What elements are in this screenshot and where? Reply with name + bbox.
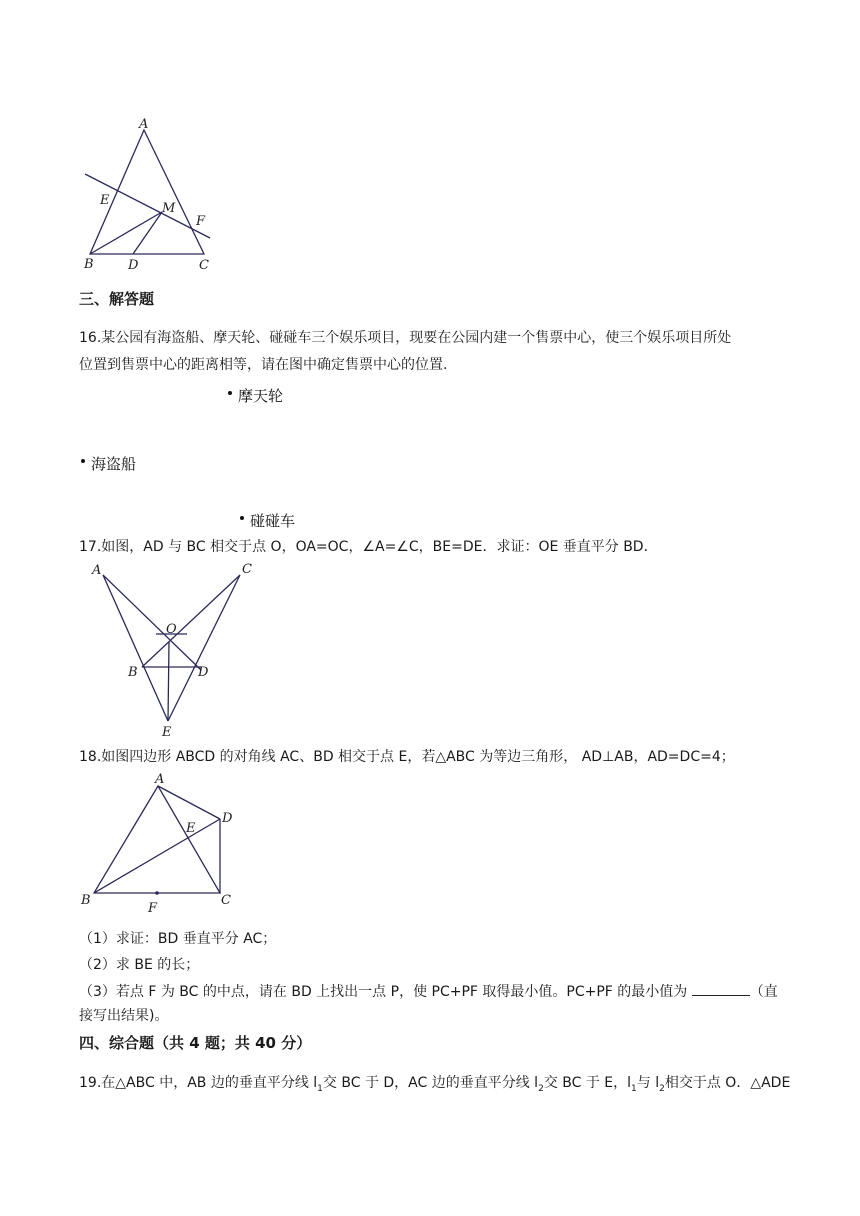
segment-oe xyxy=(168,642,169,721)
q18-sub2: （2）求 BE 的长； xyxy=(79,957,200,973)
section-heading-3: 三、解答题 xyxy=(79,290,155,308)
label-d: D xyxy=(128,258,139,273)
label-b: B xyxy=(128,665,138,680)
q16-line1: 16.某公园有海盗船、摩天轮、碰碰车三个娱乐项目，现要在公园内建一个售票中心，使三个娱乐项目所处 xyxy=(79,330,732,346)
q18-sub1: （1）求证：BD 垂直平分 AC； xyxy=(79,931,277,947)
label-f: F xyxy=(196,214,206,229)
label-a: A xyxy=(139,117,149,132)
label-c: C xyxy=(221,893,231,908)
label-c: C xyxy=(199,258,209,273)
figure-q15 xyxy=(78,112,228,274)
q18-text: 18.如图四边形 ABCD 的对角线 AC、BD 相交于点 E，若△ABC 为等边三角形， AD⊥AB，AD=DC=4； xyxy=(79,749,735,765)
label-a: A xyxy=(155,772,165,787)
map-point-pirate: 海盗船 xyxy=(81,453,136,474)
q19-text: 19.在△ABC 中，AB 边的垂直平分线 $l_1$交 BC 于 D，AC 边的垂直平分线 $l_2$交 BC 于 E，$l_1$与 $l_2$相交于点 O．△ADE xyxy=(79,1075,791,1094)
segment-bm xyxy=(90,212,162,254)
label-d: D xyxy=(198,665,209,680)
q18-sub3: （3）若点 F 为 BC 的中点，请在 BD 上找出一点 P，使 PC+PF 取得最小值。PC+PF 的最小值为 （直 xyxy=(79,981,778,1002)
label-e: E xyxy=(186,821,196,836)
label-e: E xyxy=(162,725,172,740)
label-o: O xyxy=(166,622,177,637)
point-dot-icon xyxy=(228,391,232,395)
q16-line2: 位置到售票中心的距离相等，请在图中确定售票中心的位置. xyxy=(79,357,448,373)
label-b: B xyxy=(81,893,91,908)
figure-q18 xyxy=(78,770,253,916)
map-point-ferris: 摩天轮 xyxy=(228,385,283,406)
segment-cb xyxy=(142,575,240,667)
q17-text: 17.如图，AD 与 BC 相交于点 O，OA=OC，∠A=∠C，BE=DE．求证：OE 垂直平分 BD． xyxy=(79,539,658,555)
figure-q17 xyxy=(86,558,266,742)
label-b: B xyxy=(84,257,94,272)
label-e: E xyxy=(100,193,110,208)
section-heading-4: 四、综合题（共 4 题；共 40 分） xyxy=(79,1034,312,1052)
q18-sub3-cont: 接写出结果)。 xyxy=(79,1008,169,1024)
map-point-bumper: 碰碰车 xyxy=(240,510,295,531)
label-c: C xyxy=(242,562,252,577)
triangle-abc xyxy=(94,786,220,893)
segment-dm xyxy=(133,212,162,254)
segment-ad xyxy=(103,575,201,670)
label-m: M xyxy=(162,201,176,216)
point-dot-icon xyxy=(81,459,85,463)
label-d: D xyxy=(222,811,233,826)
segment-bd xyxy=(94,819,220,893)
label-a: A xyxy=(92,563,102,578)
point-dot-icon xyxy=(240,516,244,520)
label-f: F xyxy=(148,901,158,916)
point-f xyxy=(155,891,159,895)
answer-blank xyxy=(692,981,750,996)
segment-ae xyxy=(103,575,168,721)
triangle-abc xyxy=(90,130,204,254)
